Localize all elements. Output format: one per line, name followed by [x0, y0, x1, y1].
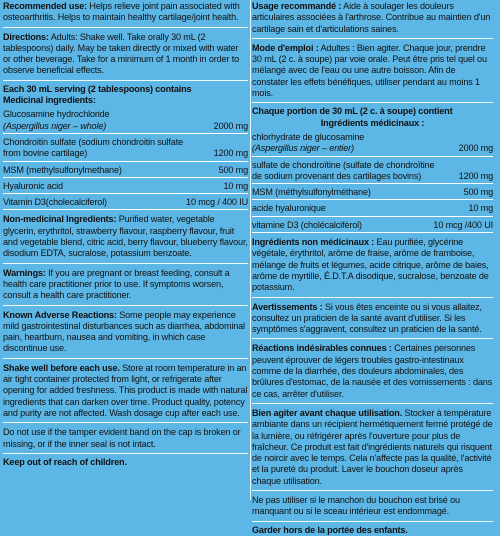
ingredient-quantity-fr: 10 mcg /400 UI — [433, 219, 493, 230]
recommended-use-text: Helps relieve joint pain associated with osteoarthritis. Helps to maintain healthy cartilage/joint health. — [3, 1, 240, 23]
adverse-reactions-heading: Known Adverse Reactions: — [3, 309, 117, 320]
adverse-reactions-heading-fr: Réactions indésirables connues : — [252, 343, 392, 354]
recommended-use-section-fr — [252, 0, 493, 36]
ingredient-row-fr — [252, 132, 493, 157]
recommended-use-section — [3, 0, 248, 25]
divider — [3, 27, 248, 28]
recommended-use-heading: Recommended use: — [3, 1, 88, 11]
directions-section-fr — [252, 42, 493, 100]
ingredient-quantity: 1200 mg — [213, 148, 248, 159]
warnings-text: If you are pregnant or breast feeding, consult a health care practitioner prior to use. If symptoms worsen, consult a health care practitioner. — [3, 267, 230, 301]
divider — [252, 338, 493, 339]
ingredient-source: (Aspergillus niger – whole) — [3, 120, 107, 131]
ingredient-name-fr: vitamine D3 (cholécalciférol) — [252, 219, 362, 230]
ingredient-quantity: 2000 mg — [213, 120, 248, 131]
warnings-text-fr: Si vous êtes enceinte ou si vous allaitez, consultez un praticien de la santé avant d'utiliser. Si les symptômes s'aggravent, consultez un praticien de la santé. — [252, 301, 482, 335]
medicinal-ingredients-heading-fr: Ingrédients médicinaux : — [320, 117, 425, 128]
warnings-heading-fr: Avertissements : — [252, 301, 323, 312]
ingredient-quantity: 10 mg — [223, 180, 248, 191]
divider — [3, 422, 248, 423]
ingredient-source: from bovine cartilage) — [3, 148, 88, 159]
divider — [3, 305, 248, 306]
french-column — [252, 0, 493, 535]
serving-statement-fr: Chaque portion de 30 mL (2 c. à soupe) contient — [252, 106, 453, 117]
divider — [3, 453, 248, 454]
ingredient-name-fr: chlorhydrate de glucosamine — [252, 131, 365, 142]
adverse-reactions-text: Some people may experience mild gastrointestinal disturbances such as diarrhea, abdominal pain, heartburn, nausea and vomiting, in which case discontinue use. — [3, 309, 245, 354]
divider — [3, 358, 248, 359]
ingredient-row — [3, 197, 248, 210]
recommended-use-text-fr: Aide à soulager les douleurs articulaires associées à l'arthrose. Contribue au maintien d'un cartilage sain et d'articulations saines. — [252, 1, 491, 34]
divider — [252, 403, 493, 404]
divider — [252, 102, 493, 103]
ingredient-name: Vitamin D3(cholecalciferol) — [3, 197, 107, 208]
non-medicinal-section-fr — [252, 236, 493, 294]
ingredient-row — [3, 137, 248, 162]
ingredient-name-fr: sulfate de chondroïtine (sulfate de chondroïtine — [252, 159, 435, 170]
directions-heading: Directions: — [3, 31, 49, 42]
ingredient-row-fr — [252, 187, 493, 200]
storage-section-fr — [252, 407, 493, 488]
ingredient-name: MSM (methylsulfonylmethane) — [3, 164, 122, 175]
ingredient-name: Glucosamine hydrochloride — [3, 109, 110, 120]
divider — [3, 80, 248, 81]
shake-well-heading: Shake well before each use. — [3, 362, 120, 373]
ingredient-name: Hyaluronic acid — [3, 180, 63, 191]
directions-section — [3, 31, 248, 78]
tamper-section-fr — [252, 494, 493, 519]
ingredient-quantity-fr: 1200 mg — [458, 170, 493, 181]
directions-text: Adults: Shake well. Take orally 30 mL (2 tablespoons) daily. May be taken directly or mixed with water or other beverage. Take for a minimum of 1 month in order to observe beneficial effects. — [3, 31, 239, 76]
adverse-reactions-text-fr: Certaines personnes peuvent éprouver de légers troubles gastro-intestinaux comme de la diarrhée, des douleurs abdominales, des brûlures d'estomac, de la nausée et des vomissements : dans ce cas, arrêter d'utiliser. — [252, 343, 493, 399]
non-medicinal-section — [3, 213, 248, 260]
ingredient-quantity-fr: 500 mg — [463, 187, 493, 198]
tamper-text-fr: Ne pas utiliser si le manchon du bouchon est brisé ou manquant ou si le sceau intérieur est endommagé. — [252, 494, 460, 517]
ingredient-source-fr: (Aspergillus niger – entier) — [252, 143, 354, 154]
divider — [252, 38, 493, 39]
directions-text-fr: Adultes : Bien agiter. Chaque jour, prendre 30 mL (2 c. à soupe) par voie orale. Peut être pris tel quel ou mélangé avec de l'eau ou une autre boisson. Afin de constater les effets bénéfiques, utiliser pendant au moins 1 mois. — [252, 42, 487, 99]
non-medicinal-heading-fr: Ingrédients non médicinaux : — [252, 237, 375, 248]
directions-heading-fr: Mode d'emploi : — [252, 42, 319, 53]
ingredient-quantity: 10 mcg / 400 IU — [186, 197, 248, 208]
storage-text-fr: Stocker à température ambiante dans un récipient hermétiquement fermé protégé de la lumière, ou réfrigérer après l'ouverture pour plus de fraîcheur. Ce produit est fait d'ingrédients naturels qui risquent de noircir avec le temps. Cela n'affecte pas la qualité, l'activité et la pureté du produit. Laver le bouchon doseur après chaque utilisation. — [252, 407, 493, 486]
ingredient-row — [3, 181, 248, 194]
serving-statement: Each 30 mL serving (2 tablespoons) contains — [3, 83, 192, 94]
warnings-heading: Warnings: — [3, 267, 46, 278]
column-divider — [250, 0, 251, 500]
storage-text: Store at room temperature in an air tight container protected from light, or refrigerate after opening for added freshness. This product is made with natural ingredients that can darken over time. Product quality, potency and purity are not affected. Wash dosage cup after each use. — [3, 362, 248, 418]
ingredient-row — [3, 165, 248, 178]
storage-section — [3, 362, 248, 420]
non-medicinal-text: Purified water, vegetable glycerin, erythritol, strawberry flavour, raspberry flavour, fruit and vegetable blend, citric acid, berry flavour, blueberry flavour, disodium EDTA, sucralose, potassium benzoate. — [3, 214, 248, 259]
medicinal-ingredients-heading: Medicinal ingredients: — [3, 95, 96, 106]
ingredient-name-fr: acide hyaluronique — [252, 203, 326, 214]
keep-out-of-reach-fr: Garder hors de la portée des enfants. — [252, 524, 408, 535]
ingredient-name: Chondroitin sulfate (sodium chondroitin sulfate — [3, 136, 183, 147]
keep-out-of-reach: Keep out of reach of children. — [3, 456, 127, 467]
warnings-section-fr — [252, 301, 493, 337]
divider — [3, 263, 248, 264]
ingredient-name-fr: MSM (méthylsulfonylméthane) — [252, 187, 371, 198]
ingredient-row-fr — [252, 203, 493, 216]
divider — [252, 521, 493, 522]
non-medicinal-heading: Non-medicinal Ingredients: — [3, 214, 117, 225]
ingredient-row-fr — [252, 160, 493, 185]
divider — [252, 297, 493, 298]
tamper-section — [3, 426, 248, 451]
divider — [252, 490, 493, 491]
ingredient-row — [3, 109, 248, 134]
tamper-text: Do not use if the tamper evident band on the cap is broken or missing, or if the inner seal is not intact. — [3, 427, 241, 449]
ingredient-quantity: 500 mg — [218, 164, 248, 175]
ingredient-source-fr: de sodium provenant des cartilages bovins) — [252, 170, 422, 181]
adverse-reactions-section — [3, 309, 248, 356]
ingredient-quantity-fr: 2000 mg — [458, 143, 493, 154]
ingredient-quantity-fr: 10 mg — [468, 203, 493, 214]
non-medicinal-text-fr: Eau purifiée, glycérine végétale, érythritol, arôme de fraise, arôme de framboise, mélange de fruits et légumes, acide citrique, arôme de baies, arôme de myrtille, É.D.T.A disodique, sucralose, benzoate de potassium. — [252, 237, 489, 293]
recommended-use-heading-fr: Usage recommandé : — [252, 1, 342, 11]
adverse-reactions-section-fr — [252, 342, 493, 400]
ingredient-row-fr — [252, 220, 493, 233]
english-column — [3, 0, 248, 500]
shake-well-heading-fr: Bien agiter avant chaque utilisation. — [252, 407, 403, 418]
warnings-section — [3, 267, 248, 303]
